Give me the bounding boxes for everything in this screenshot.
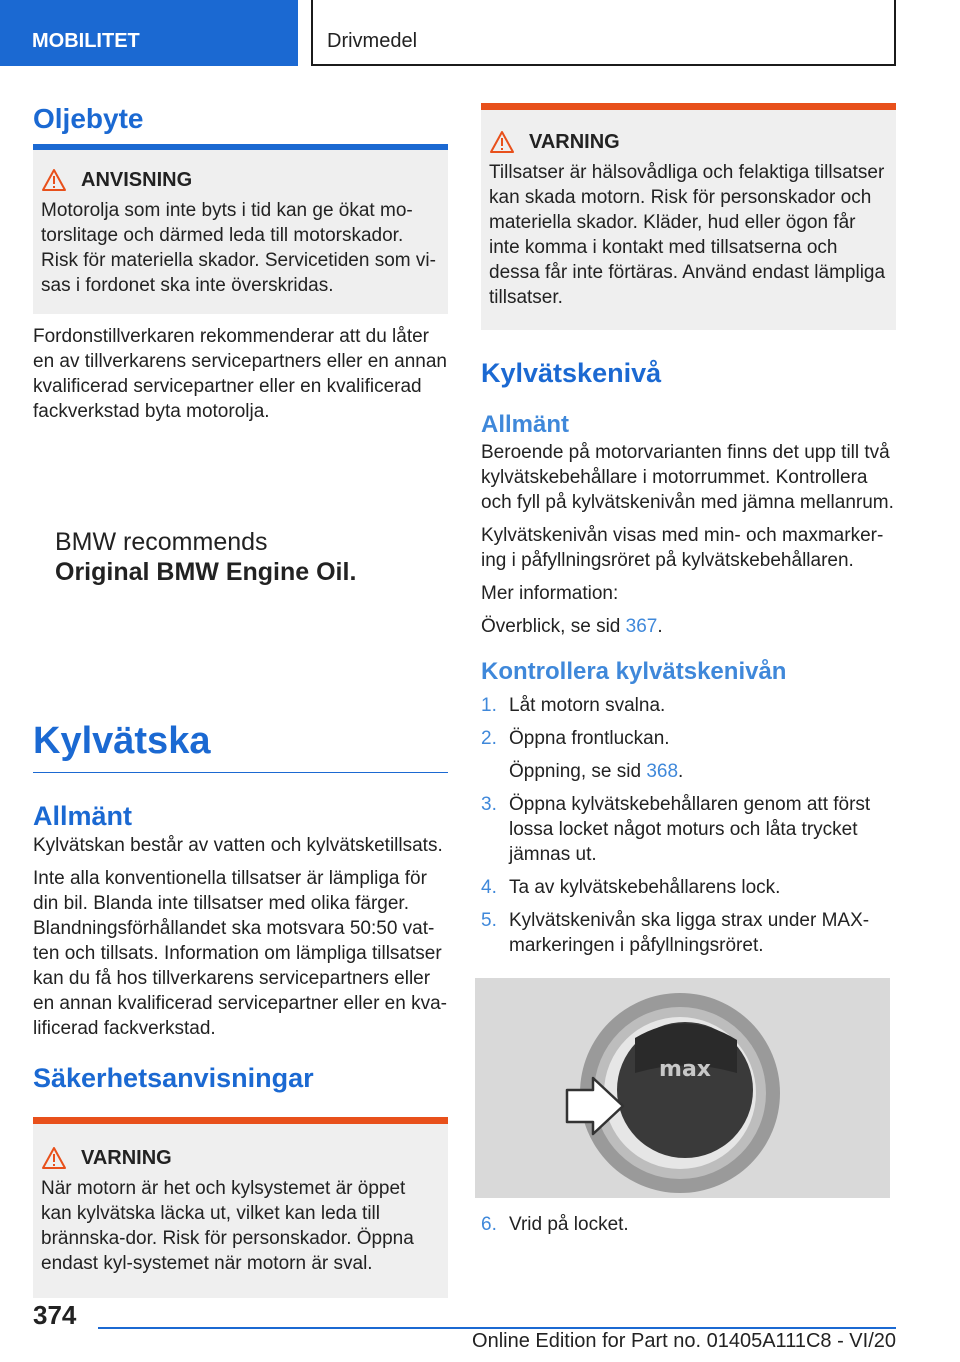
warning-triangle-icon [41,1146,67,1170]
step-number: 6. [481,1214,497,1235]
list-item [481,693,896,718]
page-header [0,0,960,66]
step-number: 1. [481,695,497,716]
left-column [33,100,448,1298]
edition-text: Online Edition for Part no. 01405A111C8 - VI/20 [472,1330,896,1352]
step-text: Öppna frontluckan. [509,728,670,749]
step-text: Öppna kylvätskebehållaren genom att först lossa locket något moturs och låta trycket jämnas ut. [509,794,871,865]
coolant-cap-image [475,978,890,1198]
warning-triangle-icon [489,130,515,154]
step-number: 2. [481,728,497,749]
varning-text: När motorn är het och kylsystemet är öppet kan kylvätska läcka ut, vilket kan leda till brännska-dor. Risk för personskador. Öppna endast kyl-systemet när motorn är sval. [41,1178,414,1274]
step-text: Kylvätskenivån ska ligga strax under MAX-markeringen i påfyllningsröret. [509,910,870,956]
orange-rule [33,1117,448,1124]
allmant-paragraph-2: Inte alla konventionella tillsatser är lämpliga för din bil. Blanda inte tillsatser med olika färger. Blandningsförhållandet ska motsvara 50:50 vat-ten och tillsats. Information om lämpliga tillsatser kan du få hos tillverkarens servicepartners eller en annan kvalificerad servicepartner eller en kva-lificerad fackverkstad. [33,868,447,1039]
kylvatska-heading: Kylvätska [33,720,211,762]
anvisning-text: Motorolja som inte byts i tid kan ge ökat mo-torslitage och därmed leda till motorskador. Risk för materiella skador. Servicetiden som vi-sas i fordonet ska inte överskridas. [41,200,436,296]
step-number: 3. [481,794,497,815]
varning-label: VARNING [529,130,620,153]
kylvatskeniva-heading: Kylvätskenivå [481,358,662,388]
allmant-paragraph-1: Kylvätskan består av vatten och kylvätsketillsats. [33,835,443,856]
step-text: Vrid på locket. [509,1214,629,1235]
kontroll-heading: Kontrollera kylvätskenivån [481,658,787,685]
step-2-reference [481,759,896,784]
allmant-heading: Allmänt [33,801,133,831]
sakerhet-heading: Säkerhetsanvisningar [33,1063,314,1093]
page-link-368[interactable]: 368 [646,761,679,782]
allmant-subheading: Allmänt [481,411,570,438]
list-item [481,1212,896,1237]
overview-suffix: . [657,616,663,637]
chapter-title: Drivmedel [311,0,896,66]
list-item [481,792,896,867]
varning-box-right [481,110,896,330]
section-tab: MOBILITET [0,0,298,66]
max-marking: max [659,1057,711,1082]
step-number: 4. [481,877,497,898]
bmw-recommends-text: BMW recommends [55,528,268,556]
reference-suffix: . [678,761,684,782]
list-item [481,726,896,751]
varning-box-left [33,1124,448,1298]
bmw-oil-image [33,446,448,686]
varning-label: VARNING [81,1146,172,1169]
page-link-367[interactable]: 367 [625,616,658,637]
page-number: 374 [33,1300,77,1330]
step-text: Låt motorn svalna. [509,695,666,716]
varning-text: Tillsatser är hälsovådliga och felaktiga tillsatser kan skada motorn. Risk för personskador och materiella skador. Kläder, hud eller ögon får inte komma i kontakt med tillsatserna och dessa får inte förtäras. Använd endast lämpliga tillsatser. [489,162,886,308]
overview-reference [481,614,896,639]
warning-triangle-icon [41,168,67,192]
anvisning-box [33,150,448,314]
more-info-label: Mer information: [481,583,619,604]
steps-list [481,693,896,958]
blue-thin-rule [33,772,448,773]
step-text: Ta av kylvätskebehållarens lock. [509,877,781,898]
footer-rule [98,1327,896,1329]
anvisning-label: ANVISNING [81,168,193,191]
bmw-engine-oil-text: Original BMW Engine Oil. [55,558,357,586]
oljebyte-heading: Oljebyte [33,103,144,134]
reference-prefix: Öppning, se sid [509,761,647,782]
coolant-cap-illustration [475,978,890,1198]
orange-rule [481,103,896,110]
overview-prefix: Överblick, se sid [481,616,626,637]
kylvatskeniva-paragraph-2: Kylvätskenivån visas med min- och maxmarker-ing i påfyllningsröret på kylvätskebehållaren. [481,525,884,571]
kylvatskeniva-paragraph-1: Beroende på motorvarianten finns det upp till två kylvätskebehållare i motorrummet. Kontrollera och fyll på kylvätskenivån med jämna mellanrum. [481,442,894,513]
right-column [481,103,896,1237]
list-item [481,908,896,958]
list-item [481,875,896,900]
oljebyte-paragraph: Fordonstillverkaren rekommenderar att du låter en av tillverkarens servicepartners eller en annan kvalificerad servicepartner eller en kvalificerad fackverkstad byta motorolja. [33,326,447,422]
step-number: 5. [481,910,497,931]
